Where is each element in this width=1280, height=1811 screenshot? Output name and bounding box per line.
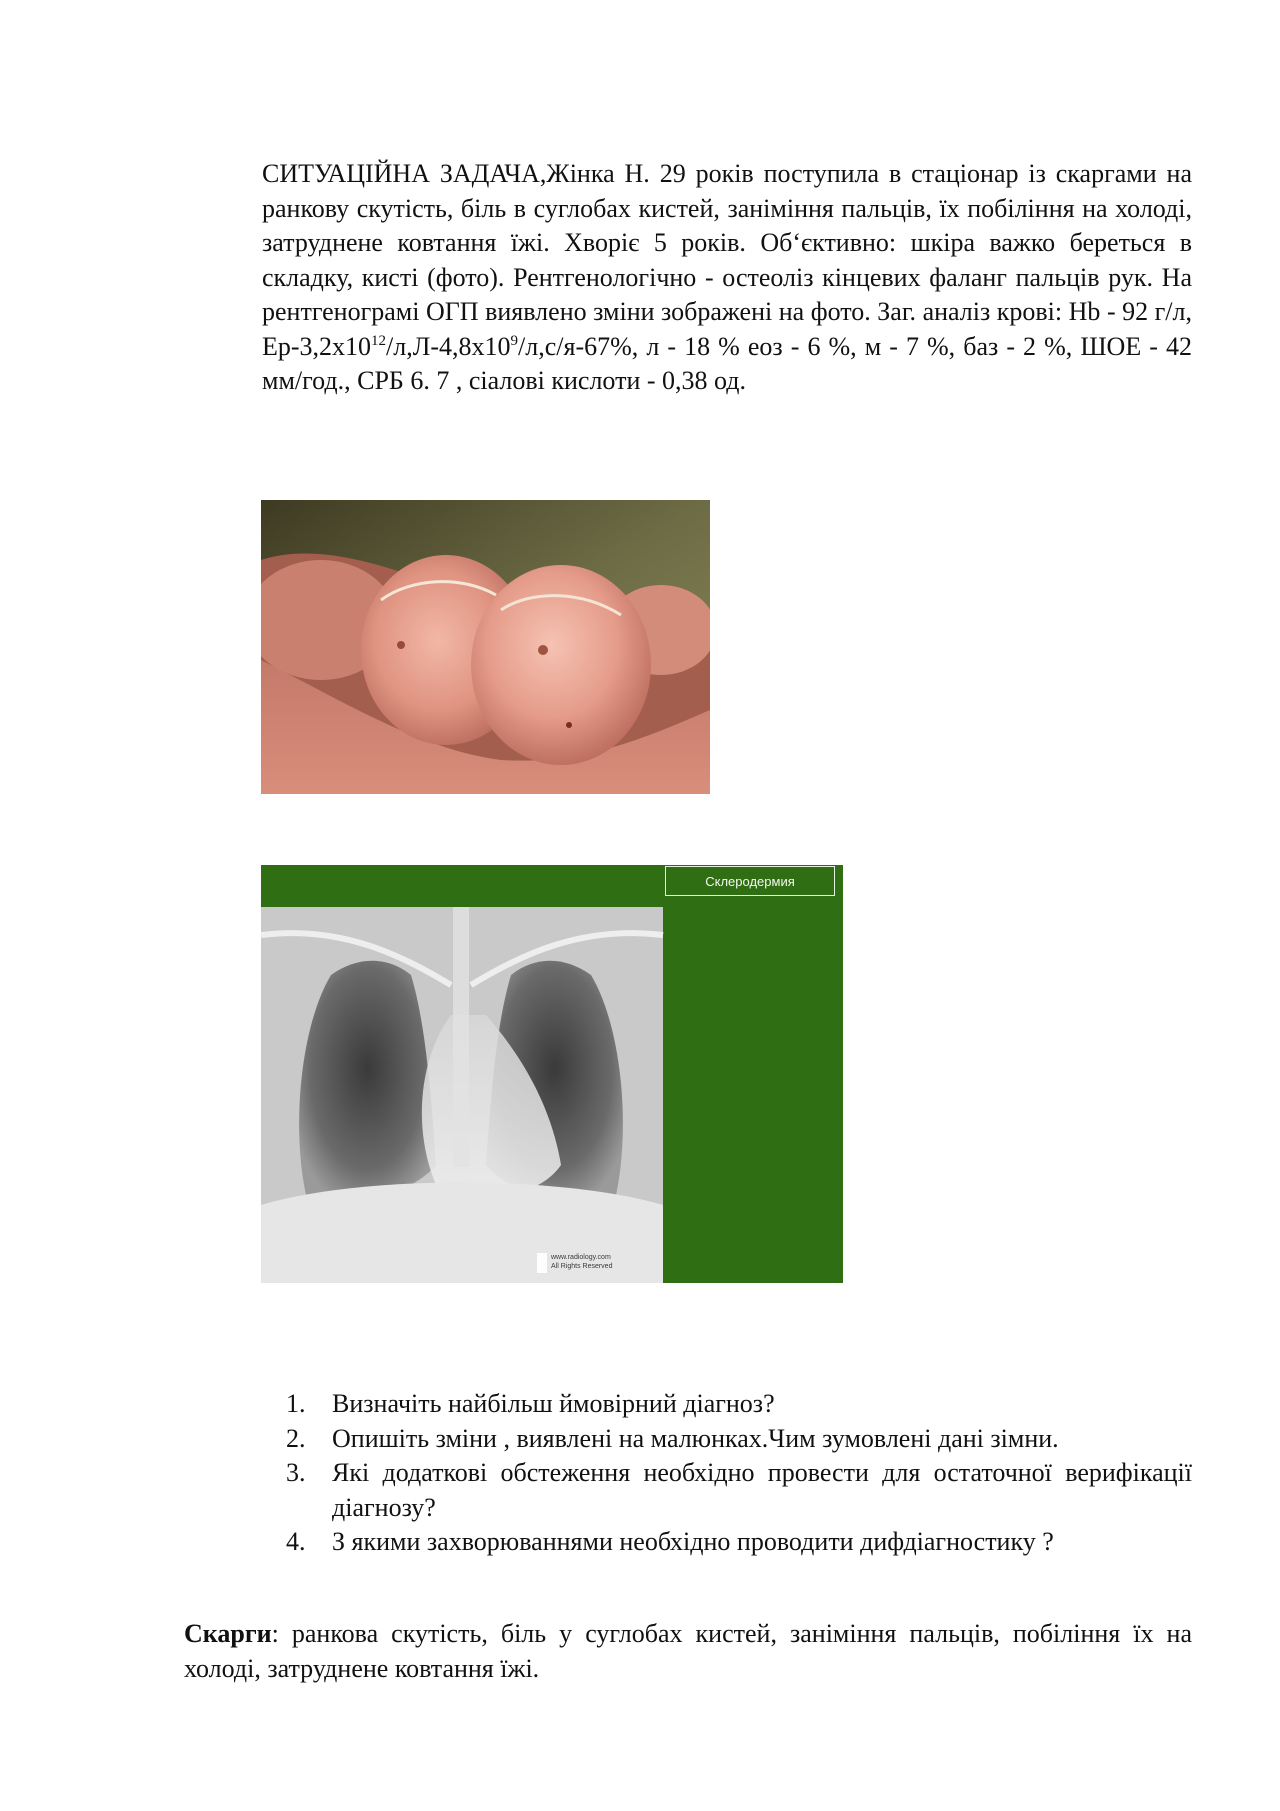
complaints-text: : ранкова скутість, біль у суглобах кистей, заніміння пальців, побіління їх на холоді, затруднене ковтання їжі. <box>184 1619 1192 1683</box>
task-text-mid: /л,Л-4,8х10 <box>386 331 511 361</box>
task-exponent-l: 9 <box>510 332 519 349</box>
list-item <box>286 1456 1192 1525</box>
list-item <box>286 1525 1192 1560</box>
chest-xray-drawing <box>261 865 843 1283</box>
task-exponent-er: 12 <box>371 332 387 349</box>
complaints-label: Скарги <box>184 1619 272 1648</box>
xray-watermark-line1: www.radiology.com <box>551 1254 611 1261</box>
questions-list <box>286 1387 1192 1560</box>
fingertips-photo <box>261 500 710 794</box>
list-item <box>286 1387 1192 1422</box>
question-text: Які додаткові обстеження необхідно провести для остаточної верифікації діагнозу? <box>332 1458 1192 1522</box>
clinical-task-text <box>262 157 1192 399</box>
question-text: Опишіть зміни , виявлені на малюнках.Чим зумовлені дані зімни. <box>332 1423 1059 1453</box>
task-text-lead: СИТУАЦІЙНА ЗАДАЧА,Жінка Н. 29 років поступила в стаціонар із скаргами на ранкову скутість, біль в суглобах кистей, заніміння пальців, їх побіління на холоді, затруднене ковтання їжі. Хворіє 5 років. Об‘єктивно: шкіра важко береться в складку, кисті (фото). Рентгенологічно - остеоліз кінцевих фаланг пальців рук. На рентгенограмі ОГП виявлено змiни зображені на фото. Заг. аналіз крові: Hb - 92 г/л, Ер-3,2х10 <box>262 159 1192 361</box>
question-number: 1. <box>286 1389 306 1418</box>
xray-caption-label: Склеродермия <box>665 866 835 896</box>
question-number: 4. <box>286 1527 306 1556</box>
question-number: 2. <box>286 1423 306 1453</box>
fingertips-photo-drawing <box>261 500 710 794</box>
question-text: З якими захворюваннями необхідно проводити дифдіагностику ? <box>332 1527 1054 1556</box>
chest-xray-image <box>261 865 843 1283</box>
xray-watermark <box>537 1253 657 1277</box>
question-number: 3. <box>286 1458 306 1487</box>
list-item <box>286 1422 1192 1457</box>
question-text: Визначіть найбільш ймовірний діагноз? <box>332 1389 775 1418</box>
task-text-tail: /л,с/я-67%, л - 18 % еоз - 6 %, м - 7 %, баз - 2 %, ШОЕ - 42 мм/год., СРБ 6. 7 , сіалові кислоти - 0,38 од. <box>262 331 1192 395</box>
complaints-paragraph <box>184 1617 1192 1686</box>
xray-watermark-line2: All Rights Reserved <box>551 1263 613 1270</box>
